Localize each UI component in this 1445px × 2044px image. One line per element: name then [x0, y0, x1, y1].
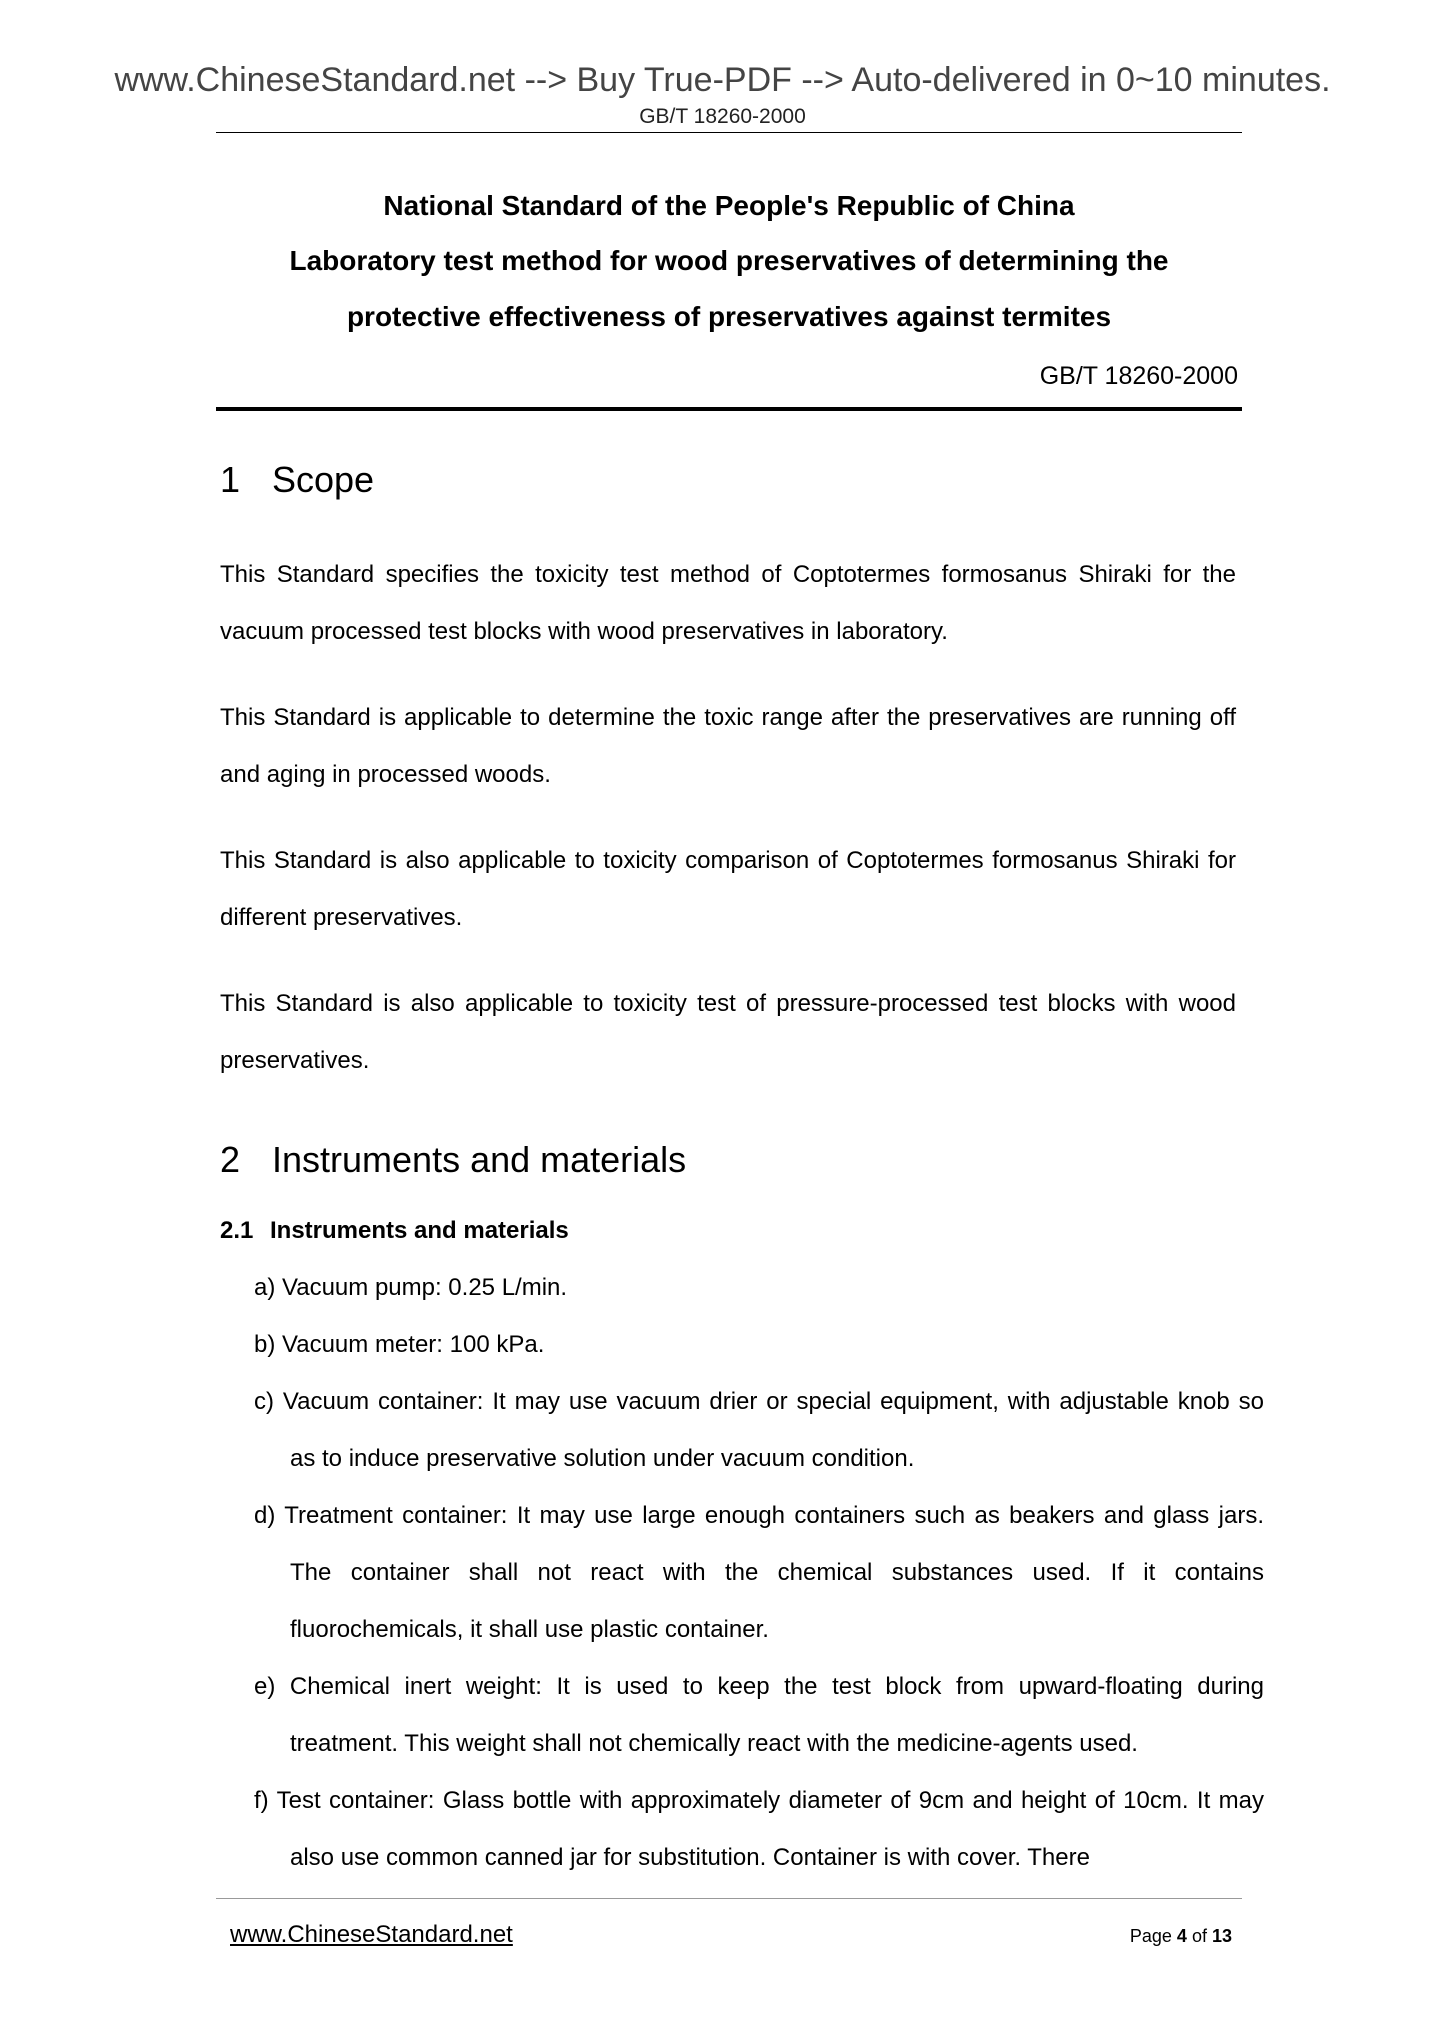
document-title-line-1: National Standard of the People's Republic of China — [383, 190, 1075, 221]
section-title: Instruments and materials — [272, 1139, 687, 1180]
footer-divider — [216, 1898, 1242, 1899]
page-label: Page — [1129, 1926, 1172, 1946]
page-current: 4 — [1176, 1926, 1187, 1946]
title-divider — [216, 407, 1242, 411]
document-title-line-2: Laboratory test method for wood preservatives of determining the — [289, 245, 1169, 276]
section-heading-instruments — [220, 1138, 686, 1182]
top-banner[interactable]: www.ChineseStandard.net --> Buy True-PDF --> Auto-delivered in 0~10 minutes. — [114, 61, 1331, 99]
section-number: 2 — [220, 1139, 241, 1180]
subsection-title: Instruments and materials — [270, 1217, 569, 1244]
subsection-heading — [220, 1216, 569, 1246]
list-item: a) Vacuum pump: 0.25 L/min. — [254, 1274, 568, 1301]
page-number — [900, 1924, 1232, 1948]
list-item: c) Vacuum container: It may use vacuum drier or special equipment, with adjustable knob so as to induce preservative solution under vacuum condition. — [254, 1388, 1264, 1472]
page-of: of — [1191, 1926, 1207, 1946]
standard-code: GB/T 18260-2000 — [1039, 362, 1238, 390]
scope-paragraph: This Standard is also applicable to toxicity comparison of Coptotermes formosanus Shiraki for different preservatives. — [220, 847, 1236, 931]
document-title-line-3: protective effectiveness of preservatives against termites — [346, 301, 1112, 332]
section-heading-scope — [220, 458, 374, 502]
running-header-code: GB/T 18260-2000 — [639, 105, 806, 128]
section-title: Scope — [272, 459, 375, 500]
list-item: b) Vacuum meter: 100 kPa. — [254, 1331, 545, 1358]
subsection-number: 2.1 — [220, 1217, 254, 1244]
section-number: 1 — [220, 459, 241, 500]
list-item: d) Treatment container: It may use large enough containers such as beakers and glass jars. The container shall not react with the chemical substances used. If it contains fluorochemicals, it shall use plastic container. — [254, 1502, 1264, 1643]
page-total: 13 — [1211, 1926, 1232, 1946]
list-item: f) Test container: Glass bottle with approximately diameter of 9cm and height of 10cm. It may also use common canned jar for substitution. Container is with cover. There — [254, 1787, 1264, 1871]
scope-paragraph: This Standard specifies the toxicity test method of Coptotermes formosanus Shiraki for the vacuum processed test blocks with wood preservatives in laboratory. — [220, 561, 1236, 645]
scope-paragraph: This Standard is also applicable to toxicity test of pressure-processed test blocks with wood preservatives. — [220, 990, 1236, 1074]
footer-website-link[interactable]: www.ChineseStandard.net — [230, 1921, 513, 1948]
scope-paragraph: This Standard is applicable to determine the toxic range after the preservatives are running off and aging in processed woods. — [220, 704, 1236, 788]
header-divider — [216, 132, 1242, 133]
list-item: e) Chemical inert weight: It is used to keep the test block from upward-floating during treatment. This weight shall not chemically react with the medicine-agents used. — [254, 1673, 1264, 1757]
